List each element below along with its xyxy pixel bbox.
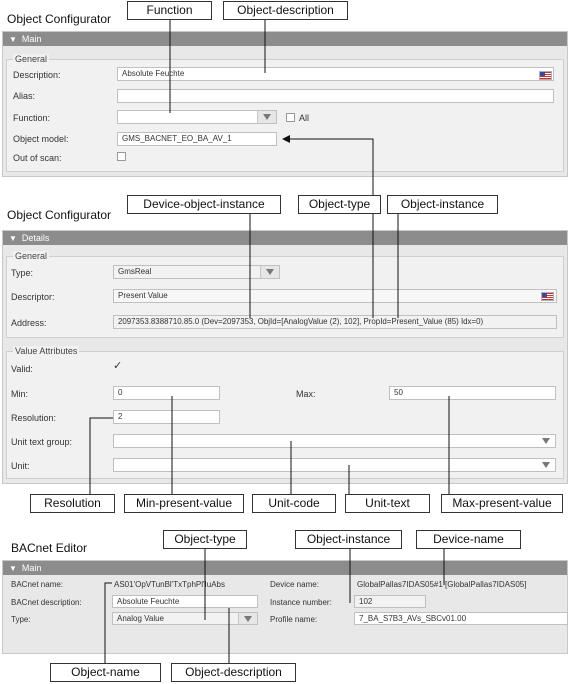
unit-label: Unit: (11, 461, 30, 471)
max-label: Max: (296, 389, 316, 399)
descriptor-label: Descriptor: (11, 292, 55, 302)
chevron-down-icon[interactable] (537, 459, 555, 471)
type-select[interactable] (113, 265, 280, 279)
unit-text-group-label: Unit text group: (11, 437, 73, 447)
chevron-down-icon[interactable] (257, 111, 276, 123)
collapse-icon[interactable]: ▼ (9, 35, 17, 44)
address-input[interactable] (113, 315, 557, 329)
profile-name-value: 7_BA_S7B3_AVs_SBCv01.00 (359, 614, 467, 623)
collapse-icon[interactable]: ▼ (9, 564, 17, 573)
description-value: Absolute Feuchte (122, 69, 185, 78)
min-input[interactable] (113, 386, 220, 400)
bacnet-main-tab-header[interactable] (3, 561, 567, 575)
object-configurator-title-1: Object Configurator (7, 12, 112, 26)
callout-device-object-instance: Device-object-instance (127, 195, 281, 214)
max-input[interactable] (389, 386, 556, 400)
device-name-value: GlobalPallas7IDAS05#1 [GlobalPallas7IDAS05] (357, 580, 527, 589)
callout-unit-code: Unit-code (252, 494, 336, 513)
callout-object-name: Object-name (50, 663, 161, 682)
bacnet-main-panel (2, 560, 568, 654)
bacnet-editor-title: BACnet Editor (11, 541, 88, 555)
type-label: Type: (11, 268, 34, 278)
callout-resolution: Resolution (30, 494, 115, 513)
callout-min-present-value: Min-present-value (124, 494, 244, 513)
bacnet-description-label: BACnet description: (11, 598, 82, 607)
valid-checkbox[interactable]: ✓ (113, 360, 123, 372)
bacnet-description-input[interactable] (112, 595, 258, 608)
main-panel (2, 31, 568, 177)
instance-number-value: 102 (359, 597, 373, 606)
callout-unit-text: Unit-text (345, 494, 430, 513)
max-value: 50 (394, 388, 403, 397)
bacnet-type-select[interactable] (112, 612, 258, 625)
min-value: 0 (118, 388, 123, 397)
collapse-icon[interactable]: ▼ (9, 234, 17, 243)
callout-function: Function (127, 1, 212, 20)
profile-name-input[interactable] (354, 612, 568, 625)
object-model-value: GMS_BACNET_EO_BA_AV_1 (122, 134, 232, 143)
us-flag-icon[interactable] (539, 71, 552, 80)
min-label: Min: (11, 389, 29, 399)
bacnet-type-value: Analog Value (117, 614, 164, 623)
callout-max-present-value: Max-present-value (441, 494, 563, 513)
value-attributes-title: Value Attributes (15, 346, 78, 356)
unit-text-group-select[interactable] (113, 434, 556, 448)
instance-number-input[interactable] (354, 595, 426, 608)
object-model-input[interactable] (117, 132, 277, 146)
bacnet-main-tab-label: Main (21, 563, 42, 573)
out-of-scan-label: Out of scan: (13, 153, 62, 163)
callout-object-instance-2: Object-instance (295, 530, 402, 549)
unit-select[interactable] (113, 458, 556, 472)
instance-number-label: Instance number: (270, 598, 332, 607)
general-group-title: General (15, 54, 48, 64)
chevron-down-icon[interactable] (260, 266, 279, 278)
callout-object-type: Object-type (298, 195, 381, 214)
chevron-down-icon[interactable] (537, 435, 555, 447)
address-label: Address: (11, 318, 47, 328)
chevron-down-icon[interactable] (238, 613, 257, 624)
resolution-input[interactable] (113, 410, 220, 424)
alias-input[interactable] (117, 89, 554, 103)
callout-object-instance: Object-instance (387, 195, 498, 214)
details-tab-header[interactable] (3, 231, 567, 245)
bacnet-name-value: AS01'OpVTunBl'TxTphPl'IuAbs (114, 580, 226, 589)
all-label: All (299, 113, 310, 123)
type-value: GmsReal (118, 267, 152, 276)
object-configurator-title-2: Object Configurator (7, 208, 112, 222)
callout-object-description: Object-description (223, 1, 348, 20)
bacnet-name-label: BACnet name: (11, 580, 64, 589)
details-tab-label: Details (21, 233, 50, 243)
main-tab-header[interactable] (3, 32, 567, 46)
description-input[interactable] (117, 67, 554, 81)
valid-label: Valid: (11, 364, 33, 374)
function-label: Function: (13, 113, 51, 123)
main-tab-label: Main (21, 34, 42, 44)
descriptor-value: Present Value (118, 291, 168, 300)
profile-name-label: Profile name: (270, 615, 318, 624)
out-of-scan-checkbox[interactable] (117, 152, 126, 161)
us-flag-icon[interactable] (541, 292, 554, 301)
function-select[interactable] (117, 110, 277, 124)
address-value: 2097353.8388710.85.0 (Dev=2097353, ObjId=[AnalogValue (2), 102], PropId=Present_Value (85) Idx=0) (118, 317, 484, 326)
bacnet-description-value: Absolute Feuchte (117, 597, 180, 606)
description-label: Description: (13, 70, 61, 80)
callout-object-description-2: Object-description (171, 663, 296, 682)
callout-device-name: Device-name (416, 530, 521, 549)
object-model-label: Object model: (13, 134, 69, 144)
resolution-value: 2 (118, 412, 123, 421)
descriptor-input[interactable] (113, 289, 557, 303)
all-checkbox[interactable] (286, 113, 295, 122)
device-name-label: Device name: (270, 580, 319, 589)
bacnet-type-label: Type: (11, 615, 31, 624)
callout-object-type-2: Object-type (163, 530, 247, 549)
alias-label: Alias: (13, 91, 36, 101)
details-general-title: General (15, 251, 48, 261)
resolution-label: Resolution: (11, 413, 57, 423)
